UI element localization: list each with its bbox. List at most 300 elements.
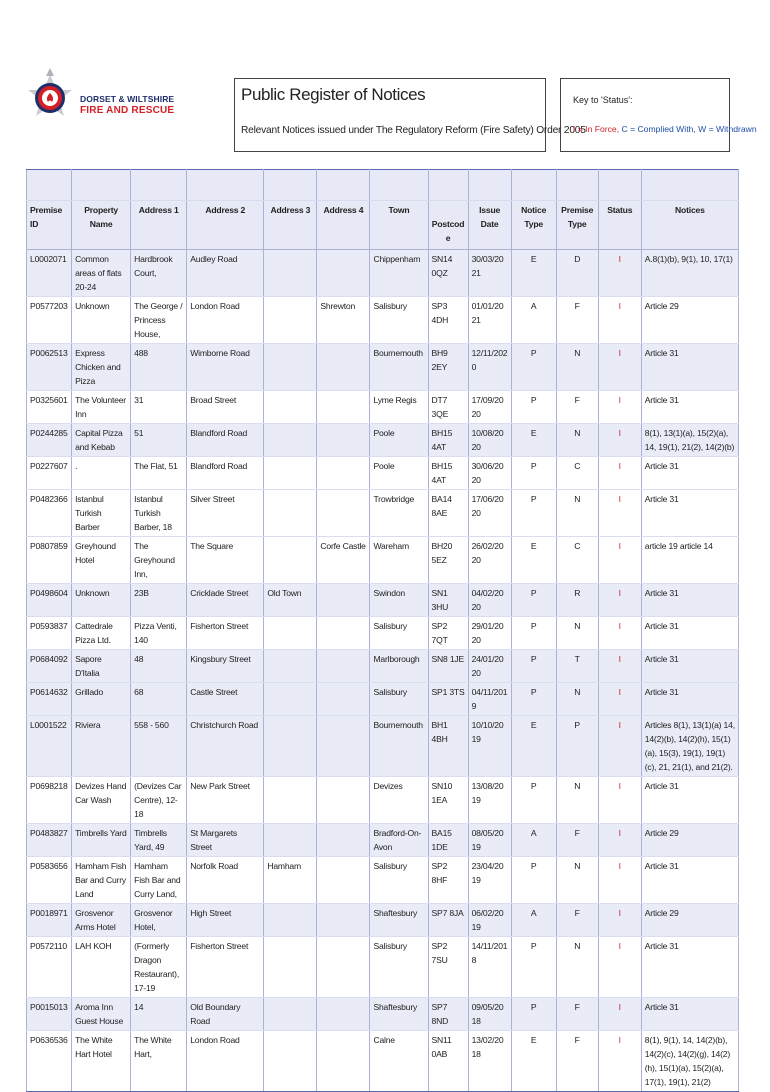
cell-issue-date: 13/02/2018 — [468, 1031, 511, 1092]
cell-premise-type: N — [556, 937, 598, 998]
cell-address-1: 51 — [131, 424, 187, 457]
cell-premise-type: F — [556, 904, 598, 937]
cell-address-4 — [317, 457, 370, 490]
cell-town: Calne — [370, 1031, 428, 1092]
cell-notices: Article 31 — [641, 857, 738, 904]
cell-address-2: New Park Street — [187, 777, 264, 824]
cell-premise-type: F — [556, 998, 598, 1031]
cell-postcode: BH20 5EZ — [428, 537, 468, 584]
cell-town: Bournemouth — [370, 344, 428, 391]
cell-address-3 — [264, 998, 317, 1031]
cell-status: I — [598, 490, 641, 537]
cell-postcode: DT7 3QE — [428, 391, 468, 424]
cell-address-4 — [317, 344, 370, 391]
cell-notices: Article 29 — [641, 904, 738, 937]
cell-notice-type: P — [511, 857, 556, 904]
cell-status: I — [598, 650, 641, 683]
cell-notice-type: P — [511, 344, 556, 391]
cell-status: I — [598, 250, 641, 297]
cell-town: Salisbury — [370, 617, 428, 650]
cell-issue-date: 17/06/2020 — [468, 490, 511, 537]
cell-address-4 — [317, 716, 370, 777]
cell-address-1: The Greyhound Inn, — [131, 537, 187, 584]
table-row — [27, 617, 739, 650]
cell-property-name: LAH KOH — [72, 937, 131, 998]
cell-notice-type: E — [511, 250, 556, 297]
table-row — [27, 683, 739, 716]
organisation-name-line1: DORSET & WILTSHIRE — [80, 94, 175, 104]
cell-address-4 — [317, 683, 370, 716]
cell-premise-id: P0577203 — [27, 297, 72, 344]
cell-property-name: Unknown — [72, 297, 131, 344]
cell-address-3 — [264, 490, 317, 537]
cell-notice-type: E — [511, 1031, 556, 1092]
page-title: Public Register of Notices — [241, 85, 426, 104]
cell-address-3 — [264, 424, 317, 457]
cell-address-4: Corfe Castle — [317, 537, 370, 584]
cell-address-2: The Square — [187, 537, 264, 584]
cell-issue-date: 30/03/2021 — [468, 250, 511, 297]
cell-notice-type: P — [511, 937, 556, 998]
cell-town: Salisbury — [370, 683, 428, 716]
cell-address-3 — [264, 904, 317, 937]
cell-address-2: Broad Street — [187, 391, 264, 424]
cell-notices: Article 31 — [641, 937, 738, 998]
cell-status: I — [598, 457, 641, 490]
cell-property-name: Grillado — [72, 683, 131, 716]
cell-town: Trowbridge — [370, 490, 428, 537]
cell-address-2: Castle Street — [187, 683, 264, 716]
cell-status: I — [598, 716, 641, 777]
cell-notice-type: E — [511, 716, 556, 777]
col-header-status: Status — [598, 201, 641, 250]
cell-property-name: The Volunteer Inn — [72, 391, 131, 424]
cell-postcode: SP7 8ND — [428, 998, 468, 1031]
col-header-premise-type: Premise Type — [556, 201, 598, 250]
cell-address-4 — [317, 617, 370, 650]
cell-premise-id: P0614632 — [27, 683, 72, 716]
cell-status: I — [598, 857, 641, 904]
cell-notice-type: P — [511, 650, 556, 683]
cell-notices: Article 31 — [641, 391, 738, 424]
cell-postcode: SP2 8HF — [428, 857, 468, 904]
status-key-in-force: I = In Force, — [573, 124, 620, 134]
notices-register-table — [26, 169, 739, 1092]
cell-property-name: . — [72, 457, 131, 490]
cell-address-2: Christchurch Road — [187, 716, 264, 777]
cell-status: I — [598, 824, 641, 857]
cell-address-1: The George / Princess House, — [131, 297, 187, 344]
cell-town: Poole — [370, 457, 428, 490]
organisation-name-line2: FIRE AND RESCUE — [80, 105, 175, 116]
col-header-property-name: Property Name — [72, 201, 131, 250]
cell-address-2: Audley Road — [187, 250, 264, 297]
table-row — [27, 344, 739, 391]
cell-postcode: BH15 4AT — [428, 457, 468, 490]
cell-status: I — [598, 584, 641, 617]
cell-postcode: SP3 4DH — [428, 297, 468, 344]
cell-address-3: Old Town — [264, 584, 317, 617]
cell-address-3 — [264, 391, 317, 424]
cell-notices: 8(1), 13(1)(a), 15(2)(a), 14, 19(1), 21(2), 14(2)(b) — [641, 424, 738, 457]
cell-notices: Article 31 — [641, 650, 738, 683]
cell-address-4 — [317, 777, 370, 824]
cell-postcode: BH9 2EY — [428, 344, 468, 391]
cell-town: Marlborough — [370, 650, 428, 683]
cell-issue-date: 04/02/2020 — [468, 584, 511, 617]
cell-premise-id: P0698218 — [27, 777, 72, 824]
table-row — [27, 424, 739, 457]
cell-address-2: London Road — [187, 1031, 264, 1092]
cell-address-3 — [264, 683, 317, 716]
cell-premise-id: P0498604 — [27, 584, 72, 617]
cell-address-1: 558 - 560 — [131, 716, 187, 777]
cell-postcode: BA14 8AE — [428, 490, 468, 537]
table-row — [27, 391, 739, 424]
cell-postcode: SN8 1JE — [428, 650, 468, 683]
cell-property-name: Capital Pizza and Kebab — [72, 424, 131, 457]
cell-notices: Article 29 — [641, 297, 738, 344]
cell-issue-date: 13/08/2019 — [468, 777, 511, 824]
cell-address-3 — [264, 250, 317, 297]
cell-address-3 — [264, 617, 317, 650]
cell-postcode: SN10 1EA — [428, 777, 468, 824]
title-box — [234, 78, 586, 152]
cell-premise-type: F — [556, 824, 598, 857]
cell-premise-id: P0062513 — [27, 344, 72, 391]
cell-notices: Article 31 — [641, 998, 738, 1031]
cell-premise-type: C — [556, 537, 598, 584]
cell-notices: Article 31 — [641, 490, 738, 537]
cell-issue-date: 10/10/2019 — [468, 716, 511, 777]
cell-address-1: 68 — [131, 683, 187, 716]
cell-property-name: Devizes Hand Car Wash — [72, 777, 131, 824]
cell-address-1: 31 — [131, 391, 187, 424]
cell-property-name: Istanbul Turkish Barber — [72, 490, 131, 537]
cell-status: I — [598, 391, 641, 424]
cell-status: I — [598, 937, 641, 998]
cell-address-2: Fisherton Street — [187, 617, 264, 650]
table-row — [27, 457, 739, 490]
cell-postcode: SP2 7QT — [428, 617, 468, 650]
cell-town: Shaftesbury — [370, 904, 428, 937]
cell-address-3 — [264, 344, 317, 391]
cell-town: Salisbury — [370, 297, 428, 344]
cell-property-name: Greyhound Hotel — [72, 537, 131, 584]
cell-property-name: Timbrells Yard — [72, 824, 131, 857]
cell-address-2: High Street — [187, 904, 264, 937]
cell-issue-date: 26/02/2020 — [468, 537, 511, 584]
cell-address-4 — [317, 650, 370, 683]
cell-premise-id: P0015013 — [27, 998, 72, 1031]
table-row — [27, 650, 739, 683]
cell-address-2: Old Boundary Road — [187, 998, 264, 1031]
cell-address-1: Grosvenor Hotel, — [131, 904, 187, 937]
cell-property-name: Express Chicken and Pizza — [72, 344, 131, 391]
cell-notices: Articles 8(1), 13(1)(a) 14, 14(2)(b), 14(2)(h), 15(1)(a), 15(3), 19(1), 19(1)(c), 21, 21(1), and 21(2). — [641, 716, 738, 777]
cell-issue-date: 30/06/2020 — [468, 457, 511, 490]
cell-address-4 — [317, 490, 370, 537]
cell-notices: Article 31 — [641, 344, 738, 391]
cell-notice-type: A — [511, 904, 556, 937]
table-row — [27, 716, 739, 777]
cell-address-3 — [264, 457, 317, 490]
cell-address-2: Kingsbury Street — [187, 650, 264, 683]
col-header-address-1: Address 1 — [131, 201, 187, 250]
col-header-address-4: Address 4 — [317, 201, 370, 250]
table-row — [27, 824, 739, 857]
cell-address-4 — [317, 998, 370, 1031]
cell-premise-id: P0227607 — [27, 457, 72, 490]
table-row — [27, 998, 739, 1031]
cell-address-1: Istanbul Turkish Barber, 18 — [131, 490, 187, 537]
cell-address-4 — [317, 250, 370, 297]
cell-premise-id: L0001522 — [27, 716, 72, 777]
cell-premise-type: D — [556, 250, 598, 297]
cell-address-1: 14 — [131, 998, 187, 1031]
cell-notice-type: E — [511, 537, 556, 584]
cell-address-2: Norfolk Road — [187, 857, 264, 904]
cell-issue-date: 08/05/2019 — [468, 824, 511, 857]
cell-address-4 — [317, 424, 370, 457]
cell-property-name: Unknown — [72, 584, 131, 617]
cell-notices: Article 31 — [641, 457, 738, 490]
cell-address-4 — [317, 937, 370, 998]
cell-premise-type: N — [556, 344, 598, 391]
cell-address-1: Hardbrook Court, — [131, 250, 187, 297]
cell-issue-date: 12/11/2020 — [468, 344, 511, 391]
cell-address-3 — [264, 650, 317, 683]
cell-premise-id: P0244285 — [27, 424, 72, 457]
cell-address-2: St Margarets Street — [187, 824, 264, 857]
table-row — [27, 537, 739, 584]
cell-issue-date: 04/11/2019 — [468, 683, 511, 716]
cell-status: I — [598, 424, 641, 457]
cell-town: Swindon — [370, 584, 428, 617]
table-row — [27, 297, 739, 344]
col-header-premise-id: Premise ID — [27, 201, 72, 250]
cell-address-1: (Devizes Car Centre), 12-18 — [131, 777, 187, 824]
status-key-label: Key to 'Status': — [573, 95, 633, 105]
cell-address-4 — [317, 824, 370, 857]
cell-issue-date: 01/01/2021 — [468, 297, 511, 344]
cell-premise-type: N — [556, 424, 598, 457]
cell-postcode: BH1 4BH — [428, 716, 468, 777]
cell-property-name: Cattedrale Pizza Ltd. — [72, 617, 131, 650]
cell-property-name: Grosvenor Arms Hotel — [72, 904, 131, 937]
cell-status: I — [598, 1031, 641, 1092]
cell-premise-type: N — [556, 683, 598, 716]
cell-notices: A.8(1)(b), 9(1), 10, 17(1) — [641, 250, 738, 297]
cell-postcode: BH15 4AT — [428, 424, 468, 457]
cell-property-name: The White Hart Hotel — [72, 1031, 131, 1092]
col-header-address-3: Address 3 — [264, 201, 317, 250]
cell-premise-id: P0583656 — [27, 857, 72, 904]
cell-town: Devizes — [370, 777, 428, 824]
cell-address-2: Cricklade Street — [187, 584, 264, 617]
cell-notice-type: E — [511, 424, 556, 457]
cell-address-3 — [264, 777, 317, 824]
cell-property-name: Sapore D'Italia — [72, 650, 131, 683]
cell-address-3 — [264, 937, 317, 998]
cell-address-4 — [317, 584, 370, 617]
cell-premise-type: N — [556, 490, 598, 537]
cell-premise-type: T — [556, 650, 598, 683]
cell-postcode: SN11 0AB — [428, 1031, 468, 1092]
cell-premise-id: P0684092 — [27, 650, 72, 683]
cell-address-4 — [317, 904, 370, 937]
cell-address-2: London Road — [187, 297, 264, 344]
cell-premise-id: P0593837 — [27, 617, 72, 650]
cell-town: Chippenham — [370, 250, 428, 297]
cell-address-4 — [317, 1031, 370, 1092]
cell-notice-type: P — [511, 391, 556, 424]
cell-address-3 — [264, 537, 317, 584]
cell-issue-date: 24/01/2020 — [468, 650, 511, 683]
cell-address-2: Silver Street — [187, 490, 264, 537]
cell-address-1: 23B — [131, 584, 187, 617]
cell-status: I — [598, 998, 641, 1031]
cell-notice-type: P — [511, 584, 556, 617]
cell-premise-type: N — [556, 617, 598, 650]
cell-notices: Article 29 — [641, 824, 738, 857]
cell-premise-type: N — [556, 777, 598, 824]
page-subtitle: Relevant Notices issued under The Regulatory Reform (Fire Safety) Order 2005 — [241, 125, 586, 136]
cell-notices: 8(1), 9(1), 14, 14(2)(b), 14(2)(c), 14(2)(g), 14(2)(h), 15(1)(a), 15(2)(a), 17(1), 19(1), 21(2) — [641, 1031, 738, 1092]
cell-town: Salisbury — [370, 937, 428, 998]
cell-issue-date: 23/04/2019 — [468, 857, 511, 904]
cell-address-4 — [317, 391, 370, 424]
table-row — [27, 1031, 739, 1092]
cell-town: Lyme Regis — [370, 391, 428, 424]
col-header-town: Town — [370, 201, 428, 250]
cell-town: Wareham — [370, 537, 428, 584]
cell-address-1: The Flat, 51 — [131, 457, 187, 490]
cell-issue-date: 06/02/2019 — [468, 904, 511, 937]
cell-address-1: Hamham Fish Bar and Curry Land, — [131, 857, 187, 904]
cell-property-name: Common areas of flats 20-24 — [72, 250, 131, 297]
cell-town: Shaftesbury — [370, 998, 428, 1031]
table-row — [27, 777, 739, 824]
cell-issue-date: 29/01/2020 — [468, 617, 511, 650]
cell-address-1: Timbrells Yard, 49 — [131, 824, 187, 857]
cell-status: I — [598, 683, 641, 716]
cell-premise-id: L0002071 — [27, 250, 72, 297]
cell-premise-type: F — [556, 391, 598, 424]
col-header-notice-type: Notice Type — [511, 201, 556, 250]
cell-status: I — [598, 537, 641, 584]
table-row — [27, 584, 739, 617]
cell-town: Salisbury — [370, 857, 428, 904]
cell-address-1: (Formerly Dragon Restaurant), 17-19 — [131, 937, 187, 998]
cell-status: I — [598, 617, 641, 650]
table-row — [27, 904, 739, 937]
cell-premise-id: P0325601 — [27, 391, 72, 424]
cell-address-2: Blandford Road — [187, 424, 264, 457]
col-header-address-2: Address 2 — [187, 201, 264, 250]
cell-premise-type: R — [556, 584, 598, 617]
col-header-postcode: Postcode — [428, 201, 468, 250]
cell-premise-id: P0807859 — [27, 537, 72, 584]
cell-address-1: The White Hart, — [131, 1031, 187, 1092]
cell-premise-type: P — [556, 716, 598, 777]
cell-notice-type: A — [511, 824, 556, 857]
table-header-row — [27, 201, 739, 250]
cell-premise-id: P0572110 — [27, 937, 72, 998]
cell-notice-type: P — [511, 683, 556, 716]
cell-address-2: Fisherton Street — [187, 937, 264, 998]
cell-town: Bradford-On-Avon — [370, 824, 428, 857]
cell-property-name: Aroma Inn Guest House — [72, 998, 131, 1031]
cell-address-3 — [264, 1031, 317, 1092]
table-row — [27, 250, 739, 297]
fire-service-crest-icon — [27, 58, 73, 150]
status-key-values — [573, 124, 757, 134]
cell-notice-type: P — [511, 457, 556, 490]
cell-property-name: Riviera — [72, 716, 131, 777]
cell-status: I — [598, 297, 641, 344]
cell-issue-date: 09/05/2018 — [468, 998, 511, 1031]
col-header-notices: Notices — [641, 201, 738, 250]
organisation-logo — [27, 58, 175, 154]
cell-issue-date: 17/09/2020 — [468, 391, 511, 424]
cell-issue-date: 14/11/2018 — [468, 937, 511, 998]
cell-premise-id: P0018971 — [27, 904, 72, 937]
cell-premise-type: F — [556, 297, 598, 344]
cell-notice-type: P — [511, 617, 556, 650]
cell-address-3: Hamham — [264, 857, 317, 904]
cell-notice-type: P — [511, 490, 556, 537]
cell-address-3 — [264, 824, 317, 857]
cell-town: Poole — [370, 424, 428, 457]
cell-address-2: Blandford Road — [187, 457, 264, 490]
cell-postcode: SP7 8JA — [428, 904, 468, 937]
cell-notices: Article 31 — [641, 617, 738, 650]
table-spacer-row — [27, 170, 739, 201]
cell-status: I — [598, 904, 641, 937]
cell-premise-type: F — [556, 1031, 598, 1092]
cell-address-3 — [264, 716, 317, 777]
cell-town: Bournemouth — [370, 716, 428, 777]
cell-address-4: Shrewton — [317, 297, 370, 344]
cell-postcode: SP1 3TS — [428, 683, 468, 716]
table-row — [27, 937, 739, 998]
cell-premise-id: P0482366 — [27, 490, 72, 537]
cell-notices: Article 31 — [641, 683, 738, 716]
cell-notice-type: P — [511, 998, 556, 1031]
cell-premise-id: P0636536 — [27, 1031, 72, 1092]
cell-address-1: Pizza Venti, 140 — [131, 617, 187, 650]
cell-postcode: SN1 3HU — [428, 584, 468, 617]
cell-postcode: SP2 7SU — [428, 937, 468, 998]
status-key-other: C = Complied With, W = Withdrawn — [619, 124, 757, 134]
cell-status: I — [598, 344, 641, 391]
cell-address-3 — [264, 297, 317, 344]
cell-postcode: BA15 1DE — [428, 824, 468, 857]
cell-notice-type: P — [511, 777, 556, 824]
cell-address-2: Wimborne Road — [187, 344, 264, 391]
cell-postcode: SN14 0QZ — [428, 250, 468, 297]
cell-premise-id: P0483827 — [27, 824, 72, 857]
cell-address-4 — [317, 857, 370, 904]
table-row — [27, 490, 739, 537]
cell-property-name: Hamham Fish Bar and Curry Land — [72, 857, 131, 904]
cell-premise-type: N — [556, 857, 598, 904]
cell-address-1: 48 — [131, 650, 187, 683]
cell-notices: Article 31 — [641, 584, 738, 617]
cell-address-1: 488 — [131, 344, 187, 391]
status-key-box — [560, 78, 757, 152]
